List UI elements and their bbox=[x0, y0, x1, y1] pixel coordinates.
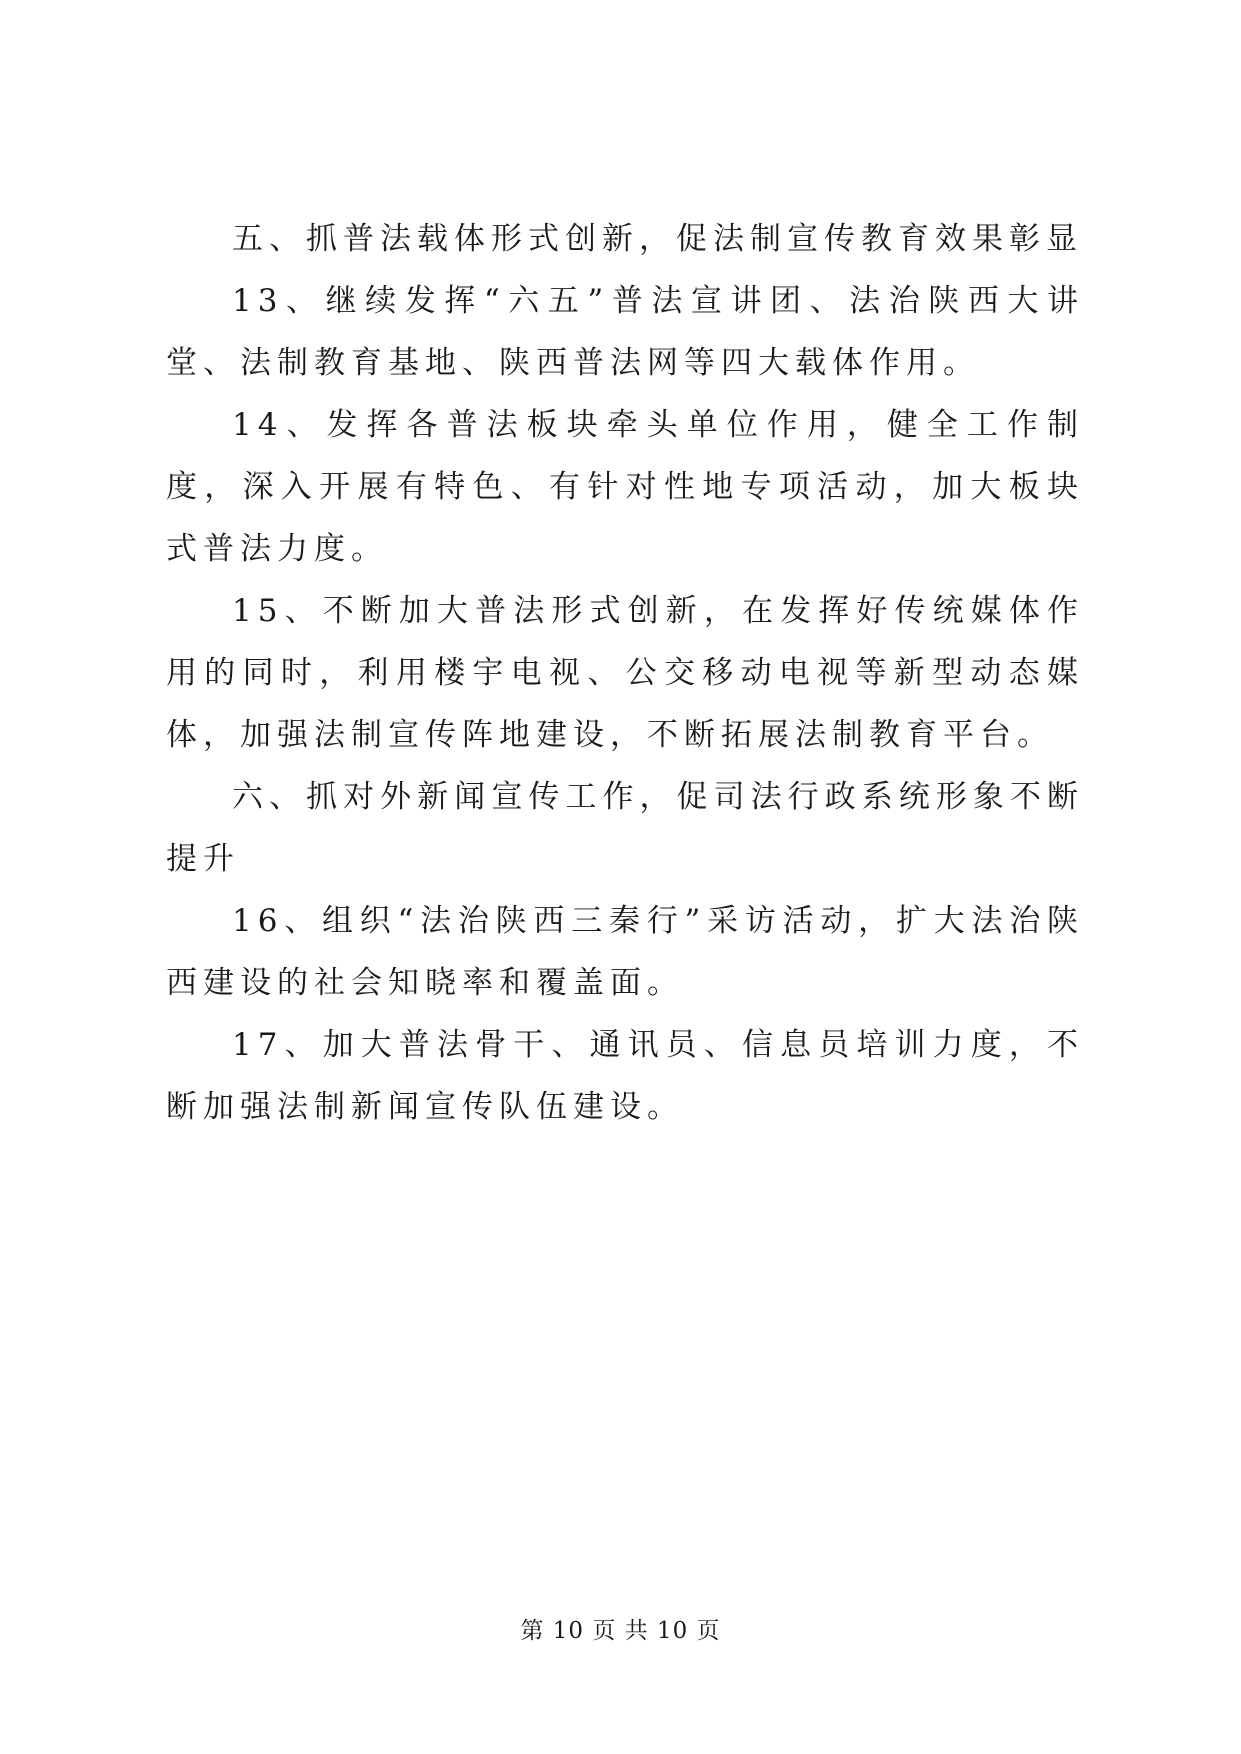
paragraph-14: 14、发挥各普法板块牵头单位作用，健全工作制度，深入开展有特色、有针对性地专项活动，加大板块式普法力度。 bbox=[166, 407, 1084, 567]
page-number-footer: 第 10 页 共 10 页 bbox=[520, 1618, 721, 1644]
section-heading-6: 六、抓对外新闻宣传工作，促司法行政系统形象不断提升 bbox=[166, 779, 1084, 877]
paragraph-15: 15、不断加大普法形式创新，在发挥好传统媒体作用的同时，利用楼宇电视、公交移动电视等新型动态媒体，加强法制宣传阵地建设，不断拓展法制教育平台。 bbox=[166, 593, 1084, 753]
document-body bbox=[166, 208, 1084, 1138]
paragraph-17: 17、加大普法骨干、通讯员、信息员培训力度，不断加强法制新闻宣传队伍建设。 bbox=[166, 1027, 1084, 1125]
section-heading-5: 五、抓普法载体形式创新，促法制宣传教育效果彰显 bbox=[232, 221, 1083, 257]
paragraph-16: 16、组织“法治陕西三秦行”采访活动，扩大法治陕西建设的社会知晓率和覆盖面。 bbox=[166, 903, 1084, 1001]
paragraph-13: 13、继续发挥“六五”普法宣讲团、法治陕西大讲堂、法制教育基地、陕西普法网等四大载体作用。 bbox=[166, 283, 1084, 381]
